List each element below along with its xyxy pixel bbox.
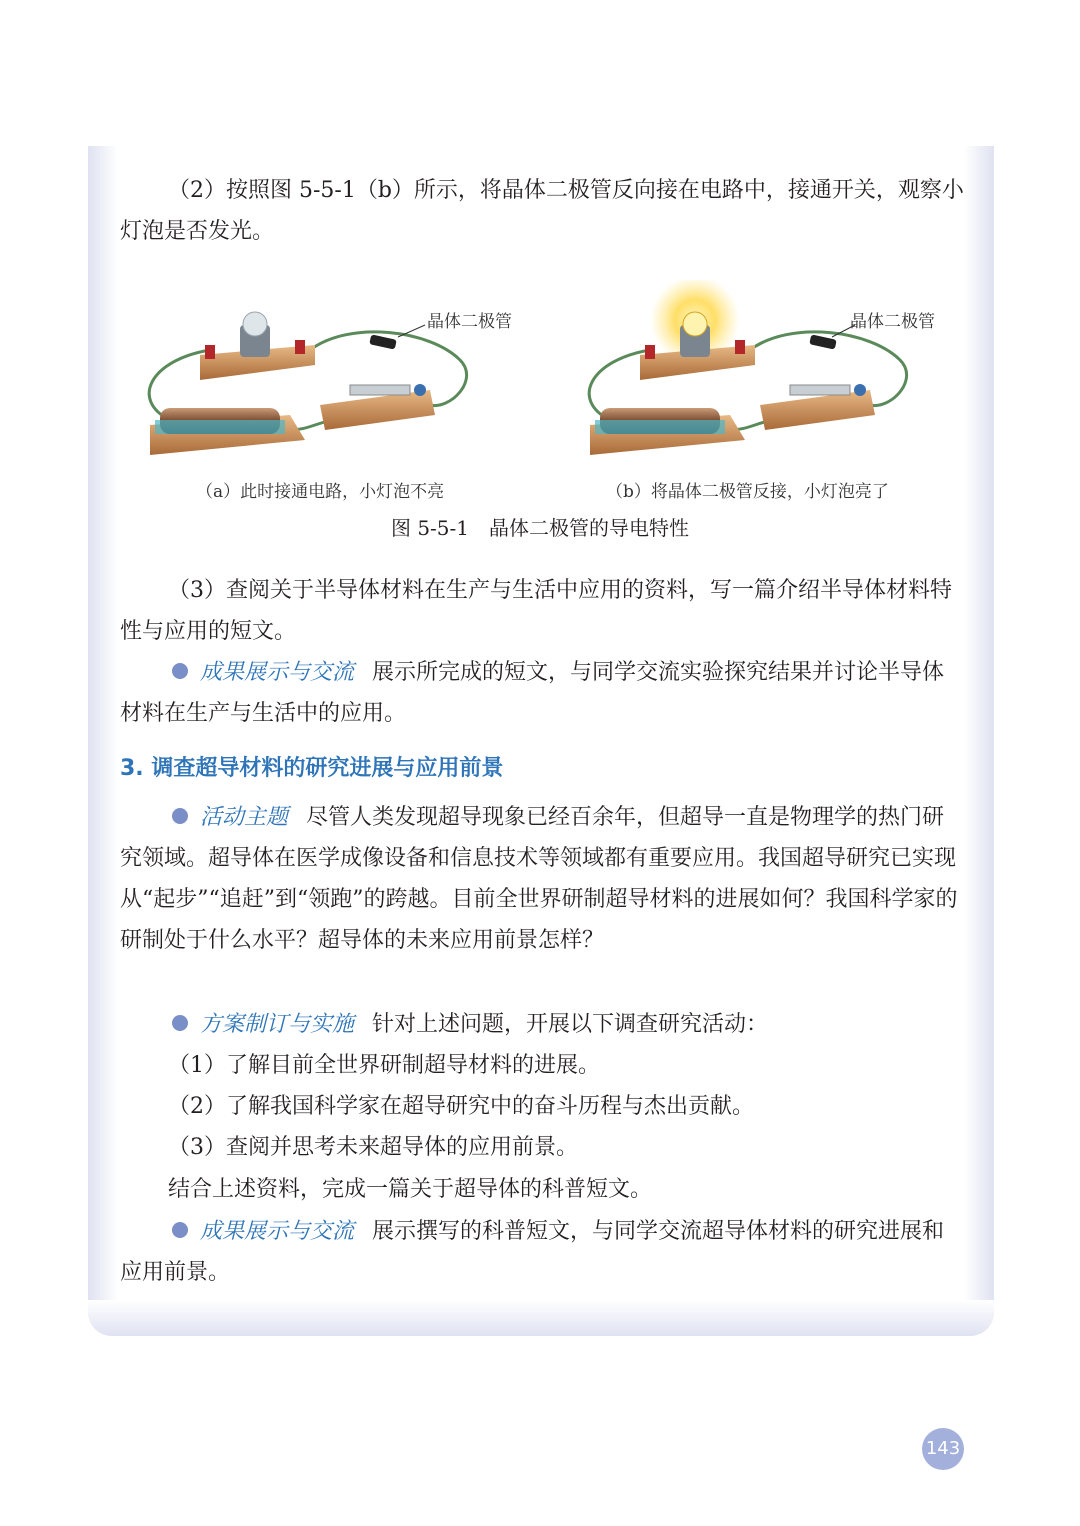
switch-icon xyxy=(790,385,850,395)
caption-b: （b）将晶体二极管反接，小灯泡亮了 xyxy=(606,482,889,502)
circuit-a xyxy=(149,312,512,455)
bullet-dot-icon xyxy=(172,663,188,679)
paragraph-step-2: （2）按照图 5-5-1（b）所示，将晶体二极管反向接在电路中，接通开关，观察小灯泡是否发光。 xyxy=(120,178,964,244)
topic-text: 尽管人类发现超导现象已经百余年，但超导一直是物理学的热门研究领域。超导体在医学成像设备和信息技术等领域都有重要应用。我国超导研究已实现从“起步”“追赶”到“领跑”的跨越。目前全世界研制超导材料的进展如何？我国科学家的研制处于什么水平？超导体的未来应用前景怎样？ xyxy=(120,805,958,953)
plan-text: 针对上述问题，开展以下调查研究活动： xyxy=(372,1012,769,1037)
figure-5-5-1 xyxy=(130,280,960,480)
result-block-2 xyxy=(120,1211,966,1293)
diode-icon xyxy=(369,334,397,349)
page-number-badge: 143 xyxy=(922,1428,964,1470)
figure-caption: 图 5-5-1 晶体二极管的导电特性 xyxy=(390,516,690,540)
bulb-on-icon xyxy=(683,312,707,336)
diode-label-b: 晶体二极管 xyxy=(850,312,935,332)
step-item: （3）查阅并思考未来超导体的应用前景。 xyxy=(168,1135,578,1160)
diode-label-a: 晶体二极管 xyxy=(427,312,512,332)
bullet-dot-icon xyxy=(172,1222,188,1238)
section-heading: 3. 调查超导材料的研究进展与应用前景 xyxy=(120,756,504,781)
summary-text: 结合上述资料，完成一篇关于超导体的科普短文。 xyxy=(168,1177,653,1202)
topic-block xyxy=(120,797,966,961)
bulb-off-icon xyxy=(243,312,267,336)
result-text-1: 展示所完成的短文，与同学交流实验探究结果并讨论半导体材料在生产与生活中的应用。 xyxy=(120,660,945,726)
result-lead-1: 成果展示与交流 xyxy=(200,660,355,685)
caption-a: （a）此时接通电路，小灯泡不亮 xyxy=(196,482,445,502)
paragraph-step-3: （3）查阅关于半导体材料在生产与生活中应用的资料，写一篇介绍半导体材料特性与应用的短文。 xyxy=(120,578,952,644)
step-item: （2）了解我国科学家在超导研究中的奋斗历程与杰出贡献。 xyxy=(168,1094,754,1119)
switch-icon xyxy=(350,385,410,395)
bullet-dot-icon xyxy=(172,1015,188,1031)
bullet-dot-icon xyxy=(172,808,188,824)
plan-lead: 方案制订与实施 xyxy=(200,1012,355,1037)
topic-lead: 活动主题 xyxy=(200,805,289,830)
result-block-1 xyxy=(120,652,966,734)
plan-block xyxy=(120,1004,966,1045)
result-lead-2: 成果展示与交流 xyxy=(200,1219,355,1244)
result-text-2: 展示撰写的科普短文，与同学交流超导体材料的研究进展和应用前景。 xyxy=(120,1219,945,1285)
step-item: （1）了解目前全世界研制超导材料的进展。 xyxy=(168,1053,600,1078)
circuit-b xyxy=(589,280,935,455)
